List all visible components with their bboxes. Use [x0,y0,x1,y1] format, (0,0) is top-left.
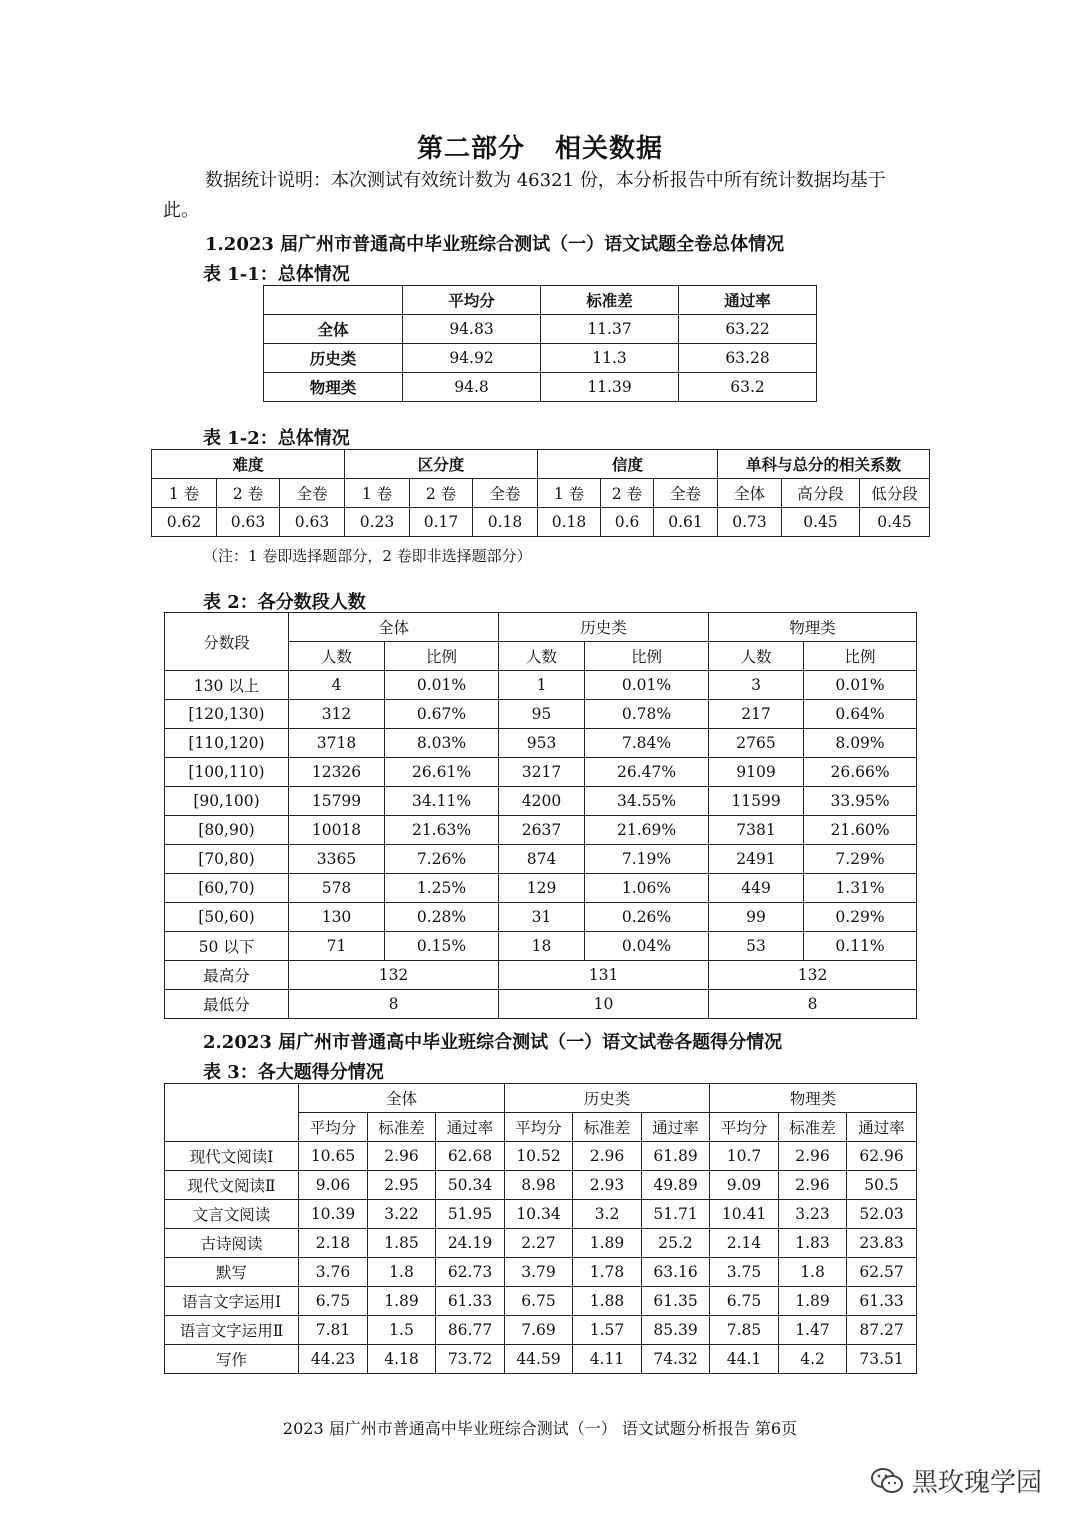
table-cell: 7.85 [710,1316,779,1345]
row-label: [110,120) [165,729,289,758]
page-title [0,128,1080,165]
row-label: 默写 [165,1258,299,1287]
group-header: 难度 [152,450,345,479]
table-cell: 0.18 [538,508,601,537]
table-cell: 0.62 [152,508,217,537]
sub-header: 平均分 [710,1113,779,1142]
page-footer: 2023 届广州市普通高中毕业班综合测试（一） 语文试题分析报告 第6页 [282,1419,798,1438]
table-3 [164,1083,917,1374]
table-row [165,1171,917,1200]
table-row [165,1258,917,1287]
table-cell: 1.88 [573,1287,642,1316]
table-row [165,990,917,1019]
table-1-2 [151,449,930,537]
table-cell: 33.95% [804,787,917,816]
table-cell: 10.65 [299,1142,368,1171]
table-cell: 6.75 [505,1287,573,1316]
table-row [264,344,817,373]
table-row [165,700,917,729]
row-label: [80,90) [165,816,289,845]
sub-header: 2 卷 [217,479,280,508]
table-row [165,816,917,845]
table-1-1-caption: 表 1-1：总体情况 [203,264,350,285]
table-cell: 7.69 [505,1316,573,1345]
table-cell: 3.76 [299,1258,368,1287]
table-cell: 61.33 [847,1287,917,1316]
table-cell: 25.2 [642,1229,710,1258]
row-label: 全体 [264,315,403,344]
sub-header: 平均分 [505,1113,573,1142]
sub-header: 低分段 [860,479,930,508]
table-cell: 61.35 [642,1287,710,1316]
table-cell: 2.96 [368,1142,436,1171]
table-cell: 63.28 [679,344,817,373]
sub-header: 1 卷 [152,479,217,508]
table-cell: 0.78% [585,700,709,729]
row-label: 语言文字运用Ⅰ [165,1287,299,1316]
table-cell: 94.8 [403,373,541,402]
table-cell: 44.23 [299,1345,368,1374]
table-cell: 9.09 [710,1171,779,1200]
table-cell: 7.81 [299,1316,368,1345]
row-label: [70,80) [165,845,289,874]
table-cell: 99 [709,903,804,932]
table-cell: 0.45 [782,508,860,537]
table-cell: 0.63 [280,508,345,537]
table-cell: 21.63% [385,816,499,845]
sub-header: 通过率 [436,1113,505,1142]
table-cell: 49.89 [642,1171,710,1200]
table-row [165,1142,917,1171]
table-cell: 0.67% [385,700,499,729]
table-cell: 0.29% [804,903,917,932]
corner-cell [165,1084,299,1142]
row-label: 130 以上 [165,671,289,700]
sub-header: 通过率 [847,1113,917,1142]
table-cell: 2.14 [710,1229,779,1258]
table-cell: 3 [709,671,804,700]
table-cell: 51.95 [436,1200,505,1229]
table-cell: 2.96 [573,1142,642,1171]
sub-header: 标准差 [573,1113,642,1142]
table-cell: 4.2 [779,1345,847,1374]
row-label: 最低分 [165,990,289,1019]
row-label: 50 以下 [165,932,289,961]
table-cell: 449 [709,874,804,903]
row-label: 现代文阅读Ⅰ [165,1142,299,1171]
table-cell: 0.15% [385,932,499,961]
section-2-heading: 2.2023 届广州市普通高中毕业班综合测试（一）语文试卷各题得分情况 [203,1032,783,1053]
table-cell: 10 [499,990,709,1019]
table-cell: 130 [289,903,385,932]
table-cell: 2.96 [779,1171,847,1200]
table-cell: 73.72 [436,1345,505,1374]
table-cell: 63.22 [679,315,817,344]
table-cell: 11.37 [541,315,679,344]
sub-header: 人数 [289,642,385,671]
sub-header: 2 卷 [410,479,473,508]
table-row [165,961,917,990]
table-cell: 0.04% [585,932,709,961]
table-cell: 2.18 [299,1229,368,1258]
table-cell: 7381 [709,816,804,845]
table-cell: 3365 [289,845,385,874]
table-cell: 62.96 [847,1142,917,1171]
table-cell: 52.03 [847,1200,917,1229]
table-cell: 24.19 [436,1229,505,1258]
table-cell: 1.78 [573,1258,642,1287]
row-label: 现代文阅读Ⅱ [165,1171,299,1200]
table-cell: 0.01% [385,671,499,700]
table-cell: 1.31% [804,874,917,903]
table-row [165,1345,917,1374]
sub-header: 标准差 [368,1113,436,1142]
table-cell: 2765 [709,729,804,758]
table-cell: 312 [289,700,385,729]
row-label: 历史类 [264,344,403,373]
table-cell: 44.59 [505,1345,573,1374]
table-cell: 31 [499,903,585,932]
table-cell: 1.89 [368,1287,436,1316]
table-row [165,1316,917,1345]
sub-header: 比例 [804,642,917,671]
table-2-body [165,671,917,961]
table-cell: 0.23 [345,508,410,537]
table-cell: 2.27 [505,1229,573,1258]
table-cell: 132 [709,961,917,990]
table-cell: 53 [709,932,804,961]
table-cell: 73.51 [847,1345,917,1374]
table-cell: 6.75 [299,1287,368,1316]
group-header: 历史类 [499,613,709,642]
table-cell: 26.61% [385,758,499,787]
table-cell: 874 [499,845,585,874]
table-cell: 61.33 [436,1287,505,1316]
table-cell: 4200 [499,787,585,816]
table-cell: 0.28% [385,903,499,932]
table-cell: 1.89 [779,1287,847,1316]
row-label: [50,60) [165,903,289,932]
table-cell: 8 [709,990,917,1019]
title-part: 第二部分 [416,134,525,164]
table-row [165,1287,917,1316]
table-cell: 4 [289,671,385,700]
table-cell: 0.11% [804,932,917,961]
table-cell: 8.09% [804,729,917,758]
table-row [165,903,917,932]
table-cell: 0.6 [601,508,654,537]
watermark [870,1462,1042,1499]
table-cell: 0.01% [804,671,917,700]
table-cell: 2.95 [368,1171,436,1200]
row-label: 文言文阅读 [165,1200,299,1229]
table-cell: 34.11% [385,787,499,816]
group-header: 物理类 [709,613,917,642]
title-name: 相关数据 [555,134,664,164]
table-cell: 51.71 [642,1200,710,1229]
table-cell: 71 [289,932,385,961]
table-cell: 0.63 [217,508,280,537]
table-row [165,874,917,903]
table-cell: 1.85 [368,1229,436,1258]
table-cell: 7.29% [804,845,917,874]
table-cell: 131 [499,961,709,990]
table-cell: 1.89 [573,1229,642,1258]
sub-header: 比例 [585,642,709,671]
table-cell: 44.1 [710,1345,779,1374]
table-2 [164,612,917,1019]
table-row [165,1229,917,1258]
sub-header: 2 卷 [601,479,654,508]
statistics-note: 数据统计说明：本次测试有效统计数为 46321 份，本分析报告中所有统计数据均基于此。 [163,170,886,221]
table-cell: 11599 [709,787,804,816]
table-cell: 4.18 [368,1345,436,1374]
table-1-1 [263,285,817,402]
table-row [264,315,817,344]
table-cell: 23.83 [847,1229,917,1258]
table-cell: 1 [499,671,585,700]
table-cell: 3.23 [779,1200,847,1229]
table-cell: 1.25% [385,874,499,903]
table-cell: 10.34 [505,1200,573,1229]
table-header-cell: 通过率 [679,286,817,315]
table-cell: 15799 [289,787,385,816]
table-3-caption: 表 3：各大题得分情况 [203,1062,384,1083]
row-label: [90,100) [165,787,289,816]
table-cell: 95 [499,700,585,729]
table-cell: 26.47% [585,758,709,787]
rowhead-header: 分数段 [165,613,289,671]
table-cell: 0.73 [718,508,782,537]
table-cell: 2.93 [573,1171,642,1200]
table-cell: 50.34 [436,1171,505,1200]
table-cell: 9109 [709,758,804,787]
table-header-cell [264,286,403,315]
table-cell: 7.19% [585,845,709,874]
table-row [165,845,917,874]
table-cell: 61.89 [642,1142,710,1171]
table-header-cell: 标准差 [541,286,679,315]
sub-header: 标准差 [779,1113,847,1142]
table-cell: 578 [289,874,385,903]
table-cell: 2491 [709,845,804,874]
table-cell: 217 [709,700,804,729]
table-2-caption: 表 2：各分数段人数 [203,592,366,613]
row-label: [60,70) [165,874,289,903]
table-row [152,508,930,537]
wechat-icon [870,1467,904,1495]
row-label: 最高分 [165,961,289,990]
sub-header: 1 卷 [538,479,601,508]
table-cell: 62.68 [436,1142,505,1171]
table-cell: 3718 [289,729,385,758]
table-cell: 3.22 [368,1200,436,1229]
section-1-heading: 1.2023 届广州市普通高中毕业班综合测试（一）语文试题全卷总体情况 [205,234,785,255]
table-cell: 63.16 [642,1258,710,1287]
watermark-text: 黑玫瑰学园 [911,1468,1042,1498]
table-cell: 94.92 [403,344,541,373]
table-cell: 74.32 [642,1345,710,1374]
group-header: 信度 [538,450,718,479]
table-cell: 1.8 [779,1258,847,1287]
row-label: [120,130) [165,700,289,729]
sub-header: 比例 [385,642,499,671]
table-cell: 953 [499,729,585,758]
table-row [165,729,917,758]
table-cell: 87.27 [847,1316,917,1345]
table-cell: 63.2 [679,373,817,402]
table-cell: 3.79 [505,1258,573,1287]
group-header: 物理类 [710,1084,917,1113]
sub-header: 全卷 [280,479,345,508]
row-label: [100,110) [165,758,289,787]
table-cell: 50.5 [847,1171,917,1200]
table-cell: 0.45 [860,508,930,537]
table-row [264,373,817,402]
table-cell: 2637 [499,816,585,845]
table-cell: 2.96 [779,1142,847,1171]
group-header: 全体 [299,1084,505,1113]
table-cell: 8 [289,990,499,1019]
table-cell: 12326 [289,758,385,787]
group-header: 单科与总分的相关系数 [718,450,930,479]
row-label: 古诗阅读 [165,1229,299,1258]
table-cell: 21.69% [585,816,709,845]
table-cell: 6.75 [710,1287,779,1316]
table-cell: 0.18 [473,508,538,537]
table-cell: 3.2 [573,1200,642,1229]
table-row [165,787,917,816]
table-cell: 34.55% [585,787,709,816]
table-row [165,671,917,700]
table-cell: 1.5 [368,1316,436,1345]
table-cell: 21.60% [804,816,917,845]
table-1-2-note: （注：1 卷即选择题部分，2 卷即非选择题部分） [203,547,532,565]
sub-header: 人数 [499,642,585,671]
table-cell: 10.52 [505,1142,573,1171]
table-cell: 0.26% [585,903,709,932]
row-label: 物理类 [264,373,403,402]
sub-header: 高分段 [782,479,860,508]
table-cell: 86.77 [436,1316,505,1345]
table-cell: 8.98 [505,1171,573,1200]
table-row [165,932,917,961]
table-cell: 10.7 [710,1142,779,1171]
table-cell: 3.75 [710,1258,779,1287]
table-cell: 1.83 [779,1229,847,1258]
table-row [165,758,917,787]
row-label: 语言文字运用Ⅱ [165,1316,299,1345]
table-cell: 0.17 [410,508,473,537]
table-cell: 7.84% [585,729,709,758]
table-cell: 26.66% [804,758,917,787]
table-cell: 9.06 [299,1171,368,1200]
table-cell: 132 [289,961,499,990]
sub-header: 1 卷 [345,479,410,508]
group-header: 区分度 [345,450,538,479]
table-cell: 10.39 [299,1200,368,1229]
table-cell: 4.11 [573,1345,642,1374]
table-cell: 3217 [499,758,585,787]
table-cell: 1.06% [585,874,709,903]
table-cell: 10.41 [710,1200,779,1229]
table-cell: 62.73 [436,1258,505,1287]
group-header: 全体 [289,613,499,642]
table-cell: 7.26% [385,845,499,874]
sub-header: 平均分 [299,1113,368,1142]
table-3-body [165,1142,917,1374]
table-cell: 18 [499,932,585,961]
row-label: 写作 [165,1345,299,1374]
group-header: 历史类 [505,1084,710,1113]
table-cell: 62.57 [847,1258,917,1287]
table-cell: 1.57 [573,1316,642,1345]
table-1-2-caption: 表 1-2：总体情况 [203,428,350,449]
table-cell: 0.64% [804,700,917,729]
table-cell: 1.8 [368,1258,436,1287]
sub-header: 全卷 [654,479,718,508]
table-cell: 94.83 [403,315,541,344]
sub-header: 人数 [709,642,804,671]
table-cell: 11.39 [541,373,679,402]
table-cell: 8.03% [385,729,499,758]
table-cell: 85.39 [642,1316,710,1345]
table-cell: 129 [499,874,585,903]
sub-header: 全体 [718,479,782,508]
table-row [165,1200,917,1229]
sub-header: 全卷 [473,479,538,508]
table-cell: 0.01% [585,671,709,700]
sub-header: 通过率 [642,1113,710,1142]
table-header-cell: 平均分 [403,286,541,315]
table-cell: 11.3 [541,344,679,373]
table-cell: 10018 [289,816,385,845]
table-cell: 0.61 [654,508,718,537]
table-cell: 1.47 [779,1316,847,1345]
